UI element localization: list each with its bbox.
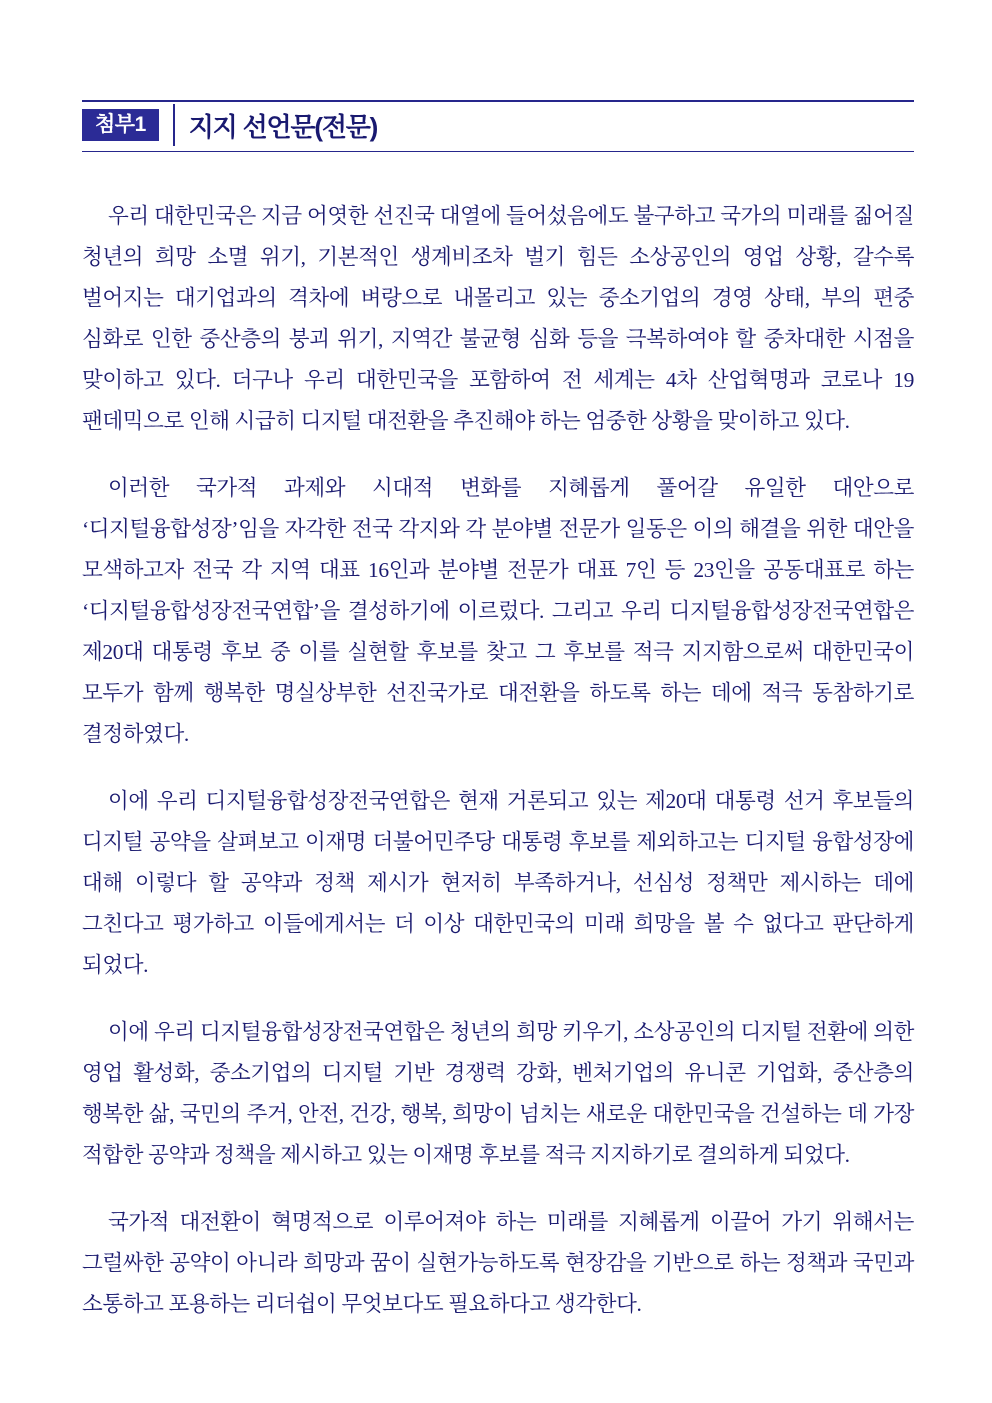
paragraph: 국가적 대전환이 혁명적으로 이루어져야 하는 미래를 지혜롭게 이끌어 가기 위해서는 그럴싸한 공약이 아니라 희망과 꿈이 실현가능하도록 현장감을 기반으로 하는 정책과 국민과 소통하고 포용하는 리더쉽이 무엇보다도 필요하다고 생각한다. bbox=[82, 1210, 914, 1316]
header-bottom-rule bbox=[82, 151, 914, 152]
page-title: 지지 선언문(전문) bbox=[188, 111, 378, 142]
paragraph: 우리 대한민국은 지금 어엿한 선진국 대열에 들어섰음에도 불구하고 국가의 미래를 짊어질 청년의 희망 소멸 위기, 기본적인 생계비조차 벌기 힘든 소상공인의 영업 상황, 갈수록 벌어지는 대기업과의 격차에 벼랑으로 내몰리고 있는 중소기업의 경영 상태, 부의 편중 심화로 인한 중산층의 붕괴 위기, 지역간 불균형 심화 등을 극복하여야 할 중차대한 시점을 맞이하고 있다. 더구나 우리 대한민국을 포함하여 전 세계는 4차 산업혁명과 코로나 19 팬데믹으로 인해 시급히 디지털 대전환을 추진해야 하는 엄중한 상황을 맞이하고 있다. bbox=[82, 204, 914, 433]
header-divider bbox=[173, 104, 175, 146]
attachment-badge: 첨부1 bbox=[82, 109, 159, 141]
paragraph: 이에 우리 디지털융합성장전국연합은 현재 거론되고 있는 제20대 대통령 선거 후보들의 디지털 공약을 살펴보고 이재명 더불어민주당 대통령 후보를 제외하고는 디지털 융합성장에 대해 이렇다 할 공약과 정책 제시가 현저히 부족하거나, 선심성 정책만 제시하는 데에 그친다고 평가하고 이들에게서는 더 이상 대한민국의 미래 희망을 볼 수 없다고 판단하게 되었다. bbox=[82, 789, 914, 977]
declaration-body bbox=[82, 196, 914, 1325]
header-row bbox=[82, 102, 914, 148]
document-header bbox=[82, 100, 914, 152]
paragraph: 이러한 국가적 과제와 시대적 변화를 지혜롭게 풀어갈 유일한 대안으로 ‘디지털융합성장’임을 자각한 전국 각지와 각 분야별 전문가 일동은 이의 해결을 위한 대안을 모색하고자 전국 각 지역 대표 16인과 분야별 전문가 대표 7인 등 23인을 공동대표로 하는 ‘디지털융합성장전국연합’을 결성하기에 이르렀다. 그리고 우리 디지털융합성장전국연합은 제20대 대통령 후보 중 이를 실현할 후보를 찾고 그 후보를 적극 지지함으로써 대한민국이 모두가 함께 행복한 명실상부한 선진국가로 대전환을 하도록 하는 데에 적극 동참하기로 결정하였다. bbox=[82, 476, 914, 746]
paragraph: 이에 우리 디지털융합성장전국연합은 청년의 희망 키우기, 소상공인의 디지털 전환에 의한 영업 활성화, 중소기업의 디지털 기반 경쟁력 강화, 벤처기업의 유니콘 기업화, 중산층의 행복한 삶, 국민의 주거, 안전, 건강, 행복, 희망이 넘치는 새로운 대한민국을 건설하는 데 가장 적합한 공약과 정책을 제시하고 있는 이재명 후보를 적극 지지하기로 결의하게 되었다. bbox=[82, 1020, 914, 1167]
